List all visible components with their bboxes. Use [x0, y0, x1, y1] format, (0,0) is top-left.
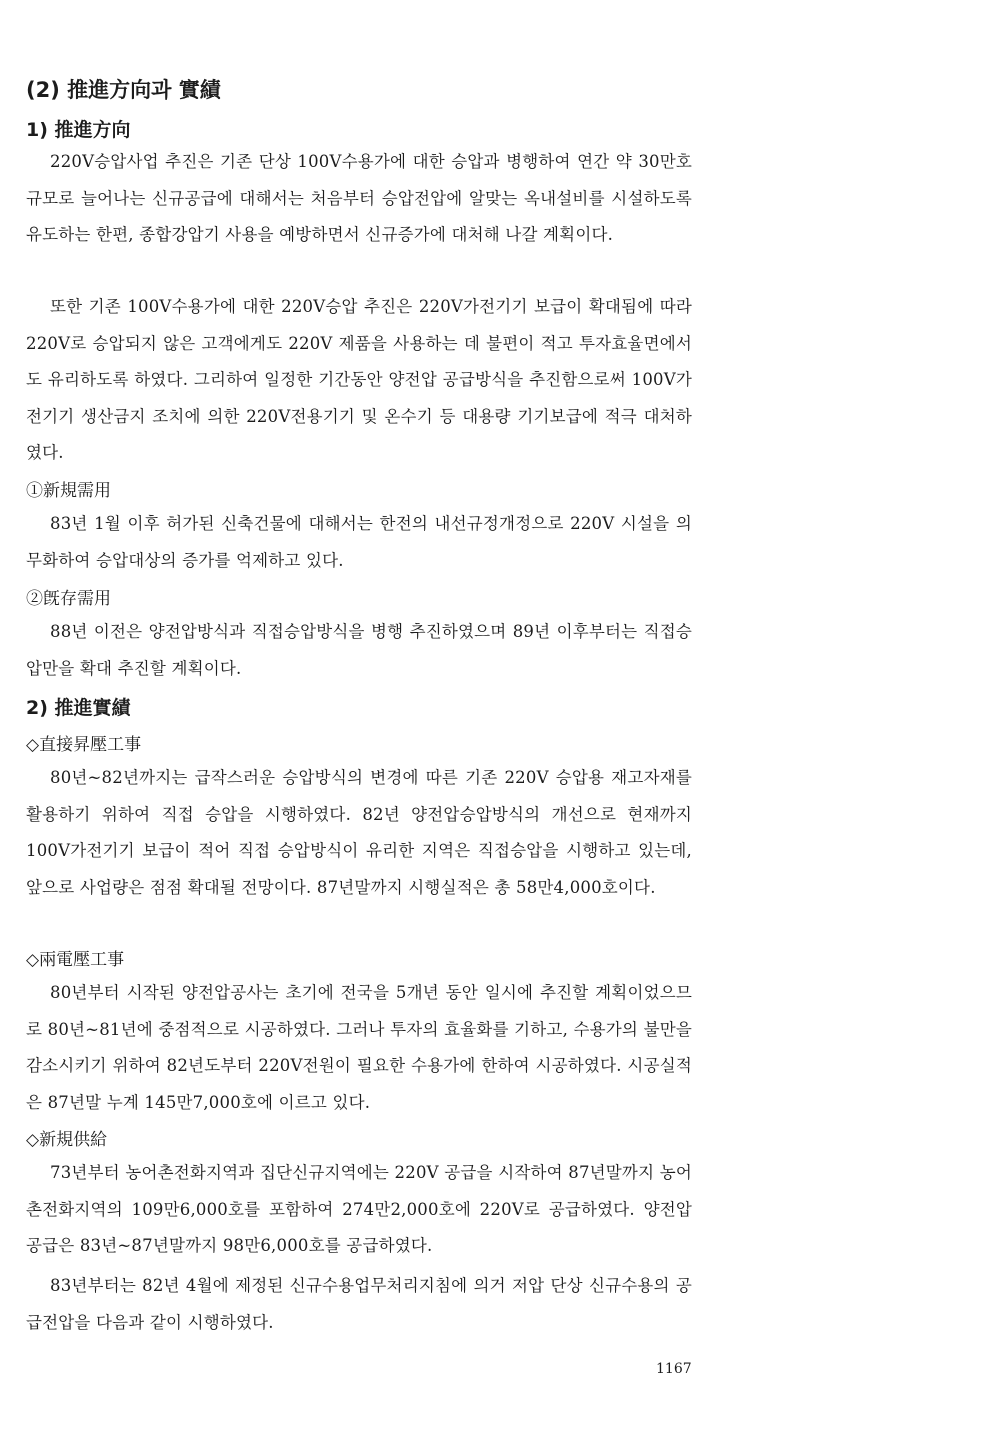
item-title-new-supply: ◇新規供給	[26, 1130, 108, 1150]
subsection-title-results: 2) 推進實績	[26, 697, 131, 719]
paragraph-direct-stepup: 80년~82년까지는 급작스러운 승압방식의 변경에 따른 기존 220V 승압용 재고자재를 활용하기 위하여 직접 승압을 시행하였다. 82년 양전압승압방식의 개선으로 현재까지 100V가전기기 보급이 적어 직접 승압방식이 유리한 지역은 직접승압을 시행하고 있는데, 앞으로 사업량은 점점 확대될 전망이다. 87년말까지 시행실적은 총 58만4,000호이다.	[26, 768, 692, 897]
item-title-existing-demand: ②旣存需用	[26, 589, 111, 609]
paragraph-dual-voltage-work: 80년부터 시작된 양전압공사는 초기에 전국을 5개년 동안 일시에 추진할 계획이었으므로 80년~81년에 중점적으로 시공하였다. 그러나 투자의 효율화를 기하고, 수용가의 불만을 감소시키기 위하여 82년도부터 220V전원이 필요한 수용가에 한하여 시공하였다. 시공실적은 87년말 누계 145만7,000호에 이르고 있다.	[26, 983, 692, 1112]
paragraph-dual-voltage: 또한 기존 100V수용가에 대한 220V승압 추진은 220V가전기기 보급이 확대됨에 따라 220V로 승압되지 않은 고객에게도 220V 제품을 사용하는 데 불편이 적고 투자효율면에서도 유리하도록 하였다. 그리하여 일정한 기간동안 양전압 공급방식을 추진함으로써 100V가전기기 생산금지 조치에 의한 220V전용기기 및 온수기 등 대용량 기기보급에 적극 대처하였다.	[26, 297, 692, 463]
item-title-direct-stepup: ◇直接昇壓工事	[26, 735, 142, 755]
paragraph-direction-intro: 220V승압사업 추진은 기존 단상 100V수용가에 대한 승압과 병행하여 연간 약 30만호 규모로 늘어나는 신규공급에 대해서는 처음부터 승압전압에 알맞는 옥내설비를 시설하도록 유도하는 한편, 종합강압기 사용을 예방하면서 신규증가에 대처해 나갈 계획이다.	[26, 152, 692, 245]
section-title: (2) 推進方向과 實績	[26, 78, 221, 102]
paragraph-new-supply: 73년부터 농어촌전화지역과 집단신규지역에는 220V 공급을 시작하여 87년말까지 농어촌전화지역의 109만6,000호를 포함하여 274만2,000호에 220V로 공급하였다. 양전압 공급은 83년~87년말까지 98만6,000호를 공급하였다.	[26, 1163, 692, 1256]
item-title-dual-voltage-work: ◇兩電壓工事	[26, 950, 125, 970]
paragraph-existing-demand: 88년 이전은 양전압방식과 직접승압방식을 병행 추진하였으며 89년 이후부터는 직접승압만을 확대 추진할 계획이다.	[26, 622, 692, 678]
item-title-new-demand: ①新規需用	[26, 481, 111, 501]
subsection-title-direction: 1) 推進方向	[26, 119, 131, 141]
paragraph-new-demand: 83년 1월 이후 허가된 신축건물에 대해서는 한전의 내선규정개정으로 220V 시설을 의무화하여 승압대상의 증가를 억제하고 있다.	[26, 514, 692, 570]
page-number: 1167	[656, 1361, 692, 1377]
paragraph-supply-voltage: 83년부터는 82년 4월에 제정된 신규수용업무처리지침에 의거 저압 단상 신규수용의 공급전압을 다음과 같이 시행하였다.	[26, 1276, 692, 1332]
